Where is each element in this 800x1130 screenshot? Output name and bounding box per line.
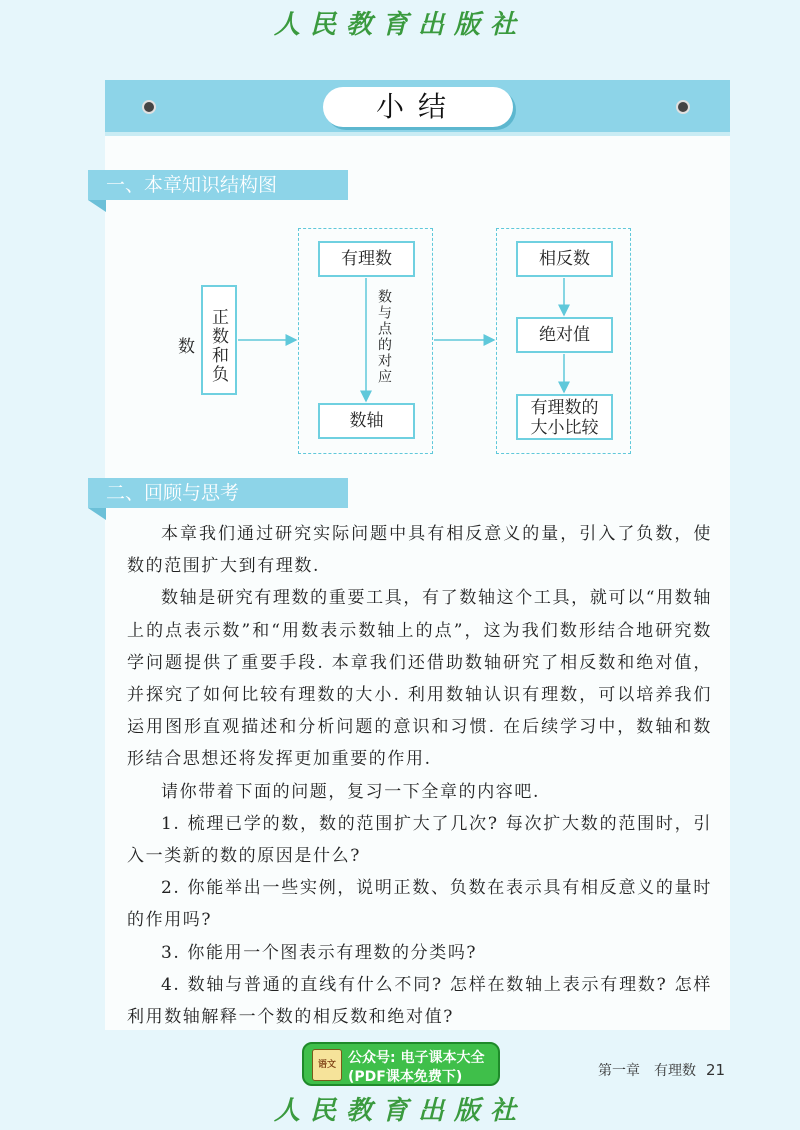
page-footer <box>598 1060 725 1080</box>
section-heading-review: 二、回顾与思考 <box>88 478 348 508</box>
question: 3. 你能用一个图表示有理数的分类吗? <box>161 942 478 963</box>
chapter-label: 第一章 有理数 <box>598 1063 696 1079</box>
wechat-badge[interactable] <box>302 1042 500 1086</box>
box-compare-line2: 大小比较 <box>530 418 599 438</box>
binder-hole-icon <box>676 100 690 114</box>
title-band-shadow <box>105 132 730 136</box>
section-heading-structure: 一、本章知识结构图 <box>88 170 348 200</box>
page-title: 小结 <box>323 87 513 127</box>
label-number-point-correspondence: 数与点的对应 <box>376 289 392 385</box>
box-number-line: 数轴 <box>318 403 415 439</box>
publisher-logo-bottom: 人民教育出版社 <box>273 1096 526 1126</box>
question: 1. 梳理已学的数，数的范围扩大了几次? 每次扩大数的范围时，引入一类新的数的原因是什么? <box>127 813 712 867</box>
box-rational: 有理数 <box>318 241 415 277</box>
paragraph: 数轴是研究有理数的重要工具，有了数轴这个工具，就可以“用数轴上的点表示数”和“用数表示数轴上的点”，这为我们数形结合地研究数学问题提供了重要手段. 本章我们还借助数轴研究了相反数和绝对值，并探究了如何比较有理数的大小. 利用数轴认识有理数，可以培养我们运用图形直观描述和分析问题的意识和习惯. 在后续学习中，数轴和数形结合思想还将发挥更加重要的作用. <box>127 588 712 770</box>
binder-hole-icon <box>142 100 156 114</box>
question: 4. 数轴与普通的直线有什么不同? 怎样在数轴上表示有理数? 怎样利用数轴解释一个数的相反数和绝对值? <box>127 974 712 1028</box>
box-opposite: 相反数 <box>516 241 613 277</box>
box-positive-negative: 正数和负数 <box>201 285 237 395</box>
box-compare-line1: 有理数的 <box>530 398 599 418</box>
review-text <box>127 518 712 1033</box>
book-icon: 语文 <box>312 1049 342 1081</box>
paragraph: 请你带着下面的问题，复习一下全章的内容吧. <box>161 781 541 802</box>
badge-line1: 公众号: 电子课本大全 <box>348 1050 485 1066</box>
badge-line2: (PDF课本免费下) <box>348 1069 463 1085</box>
box-absolute: 绝对值 <box>516 317 613 353</box>
paragraph: 本章我们通过研究实际问题中具有相反意义的量，引入了负数，使数的范围扩大到有理数. <box>127 524 712 577</box>
publisher-logo-top: 人民教育出版社 <box>273 10 526 40</box>
box-compare <box>516 394 613 440</box>
question: 2. 你能举出一些实例，说明正数、负数在表示具有相反意义的量时的作用吗? <box>127 878 712 931</box>
page-number: 21 <box>706 1061 726 1079</box>
